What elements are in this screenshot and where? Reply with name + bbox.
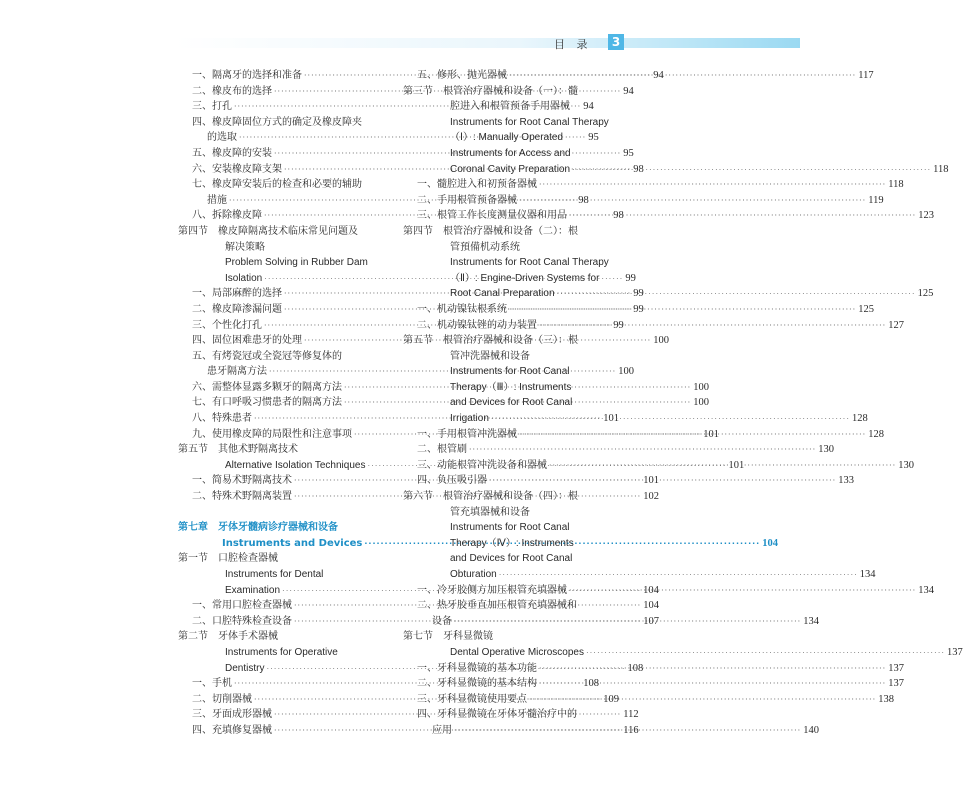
toc-entry-title: 四、牙科显微镜在牙体牙髓治疗中的: [417, 709, 577, 721]
toc-entry-title: 管預備机动系统: [450, 241, 520, 253]
toc-entry: [178, 177, 378, 193]
toc-entry-title: Problem Solving in Rubber Dam: [225, 257, 368, 269]
page-number-badge: 3: [608, 34, 624, 50]
toc-entry-title: 二、机动镍钛锉的动力装置: [417, 319, 537, 331]
toc-page-number: 134: [859, 569, 876, 580]
toc-page-number: 128: [868, 428, 884, 440]
toc-entry-title: and Devices for Root Canal: [450, 553, 573, 565]
toc-entry: [403, 177, 904, 193]
toc-entry: [403, 707, 600, 723]
toc-page-number: 104: [643, 600, 659, 612]
toc-page-number: 116: [623, 724, 639, 736]
dot-leader: [507, 302, 858, 318]
toc-entry-title: 一、手机: [192, 678, 232, 690]
toc-page-number: 99: [633, 303, 644, 315]
dot-leader: [507, 68, 858, 84]
toc-entry: [403, 271, 600, 287]
toc-entry-title: 四、固位困难患牙的处理: [192, 335, 302, 347]
toc-entry-title: Instruments for Root Canal Therapy: [450, 257, 609, 269]
toc-entry: [403, 536, 600, 552]
toc-entry: [403, 520, 600, 536]
toc-entry-title: 二、切削器械: [192, 693, 252, 705]
toc-entry: [403, 645, 963, 661]
toc-page-number: 118: [888, 179, 904, 191]
toc-entry-title: 三、牙科显微镜使用要点: [417, 693, 527, 705]
dot-leader: [527, 692, 878, 708]
toc-entry: [178, 255, 378, 271]
toc-entry: [178, 551, 378, 567]
toc-page-number: 100: [618, 366, 634, 378]
toc-entry-title: Therapy（Ⅲ）: Instruments: [450, 381, 572, 393]
toc-entry-title: 二、手用根管预备器械: [417, 194, 517, 206]
toc-page-number: 130: [818, 444, 834, 456]
toc-entry-title: Instruments for Root Canal: [450, 522, 570, 534]
toc-page-number: 134: [918, 584, 934, 596]
toc-page-number: 125: [917, 288, 934, 300]
toc-entry-title: 三、牙面成形器械: [192, 709, 272, 721]
toc-entry-title: Instruments for Root Canal Therapy: [450, 116, 609, 128]
toc-entry-title: 三、打孔: [192, 101, 232, 113]
toc-entry-title: 七、有口呼吸习惯患者的隔离方法: [192, 397, 342, 409]
toc-entry: [403, 84, 600, 100]
toc-page-number: 118: [933, 163, 949, 175]
toc-entry: [178, 629, 378, 645]
toc-entry-title: 三、根管工作长度测量仪器和用品: [417, 210, 567, 222]
toc-entry-title: Examination: [225, 584, 281, 596]
toc-entry-title: 一、常用口腔检查器械: [192, 600, 292, 612]
toc-entry-title: 二、热牙胶垂直加压根管充填器械和: [417, 600, 577, 612]
toc-entry: [178, 614, 659, 630]
toc-entry-title: （Ⅱ）: Engine-Driven Systems for: [450, 272, 600, 284]
dot-leader: [487, 473, 838, 489]
toc-entry: [403, 380, 600, 396]
toc-entry: [178, 520, 378, 536]
toc-entry-title: Dental Operative Microscopes: [450, 646, 584, 658]
toc-entry: [178, 505, 378, 521]
toc-page-number: 98: [633, 163, 644, 175]
toc-entry-title: Alternative Isolation Techniques: [225, 459, 366, 471]
toc-entry-title: 二、口腔特殊检查设备: [192, 615, 292, 627]
toc-entry: [403, 224, 600, 240]
toc-entry-title: 第四节 根管治疗器械和设备（二）：根: [403, 225, 578, 237]
toc-entry: [403, 505, 600, 521]
toc-page-number: 133: [838, 475, 854, 487]
toc-entry-title: 第五节 其他术野隔离技术: [178, 444, 298, 456]
toc-entry-title: 设备: [432, 615, 452, 627]
toc-page-number: 98: [578, 194, 589, 206]
toc-entry-title: 七、橡皮障安装后的检查和必要的辅助: [192, 179, 362, 191]
toc-page-number: 98: [613, 210, 624, 222]
toc-entry-title: 九、使用橡皮障的局限性和注意事项: [192, 428, 352, 440]
toc-entry: [403, 442, 834, 458]
toc-entry-title: 第七章 牙体牙髓病诊疗器械和设备: [178, 522, 338, 534]
dot-leader: [584, 645, 947, 661]
toc-entry: [178, 442, 378, 458]
dot-leader: [567, 583, 918, 599]
toc-entry-title: 四、充填修复器械: [192, 724, 272, 736]
toc-page-number: 109: [603, 693, 619, 705]
toc-entry: [403, 146, 600, 162]
toc-page-number: 100: [693, 381, 709, 393]
toc-entry-title: （Ⅰ）: Manually Operated: [450, 132, 563, 144]
toc-entry: [178, 115, 378, 131]
toc-entry-title: 的选取: [207, 132, 237, 144]
toc-page-number: 101: [603, 413, 619, 425]
toc-entry-title: 一、牙科显微镜的基本功能: [417, 662, 537, 674]
toc-entry-title: 二、特殊术野隔离装置: [192, 491, 292, 503]
toc-entry: [403, 567, 876, 583]
page-header: [0, 0, 800, 60]
toc-page-number: 101: [728, 459, 745, 471]
toc-page-number: 138: [878, 693, 894, 705]
toc-entry-title: 八、拆除橡皮障: [192, 210, 262, 222]
toc-entry-title: 五、橡皮障的安装: [192, 147, 272, 159]
toc-page-number: 99: [633, 288, 644, 300]
toc-entry-title: Root Canal Preparation: [450, 288, 555, 300]
toc-entry-title: 一、局部麻醉的选择: [192, 288, 282, 300]
toc-page-number: 117: [858, 70, 874, 81]
dot-leader: [567, 208, 918, 224]
dot-leader: [497, 567, 860, 583]
toc-entry-title: Dentistry: [225, 662, 265, 674]
toc-entry-title: 二、根管刷: [417, 444, 467, 456]
toc-entry: [403, 193, 884, 209]
toc-entry-title: 三、动能根管冲洗设备和器械: [417, 459, 547, 471]
toc-entry-title: 六、安装橡皮障支架: [192, 163, 282, 175]
toc-page-number: 101: [643, 475, 659, 487]
toc-entry: [403, 364, 600, 380]
toc-page-number: 100: [693, 397, 709, 409]
dot-leader: [489, 411, 852, 427]
dot-leader: [537, 318, 888, 334]
dot-leader: [517, 427, 868, 443]
toc-page-number: 95: [623, 147, 634, 159]
toc-page-number: 123: [918, 210, 934, 222]
toc-page-number: 102: [643, 491, 659, 503]
toc-entry-title: 应用: [432, 724, 452, 736]
toc-page-number: 99: [613, 319, 624, 331]
toc-entry-title: 六、需整体显露多颗牙的隔离方法: [192, 381, 342, 393]
toc-entry: [403, 115, 609, 131]
toc-page-number: 101: [703, 428, 719, 440]
toc-entry-title: 措施: [207, 194, 227, 206]
toc-entry-title: 四、橡皮障固位方式的确定及橡皮障夹: [192, 116, 362, 128]
toc-entry: [403, 240, 600, 256]
toc-entry-title: 第六节 根管治疗器械和设备（四）：根: [403, 491, 578, 503]
toc-page-number: 104: [762, 537, 778, 549]
toc-entry-title: 解决策略: [225, 241, 265, 253]
toc-entry: [403, 349, 600, 365]
toc-entry-title: and Devices for Root Canal: [450, 397, 573, 409]
toc-entry: [178, 224, 378, 240]
toc-page-number: 128: [851, 413, 868, 425]
toc-page-number: 140: [803, 724, 819, 736]
toc-page-number: 100: [653, 335, 669, 347]
dot-leader: [547, 458, 898, 474]
toc-entry: [403, 551, 600, 567]
toc-entry: [403, 255, 609, 271]
dot-leader: [537, 661, 888, 677]
header-gradient-bar: [175, 38, 800, 48]
toc-entry: [403, 395, 600, 411]
toc-entry-title: 第五节 根管治疗器械和设备（三）：根: [403, 335, 578, 347]
toc-entry-title: Isolation: [225, 272, 263, 284]
dot-leader: [452, 614, 803, 630]
toc-entry-title: 二、橡皮布的选择: [192, 85, 272, 97]
toc-entry-title: 五、有烤瓷冠或全瓷冠等修复体的: [192, 350, 342, 362]
toc-page-number: 119: [868, 194, 884, 206]
toc-entry-title: Instruments for Root Canal: [450, 366, 570, 378]
toc-entry: [178, 645, 378, 661]
toc-entry-title: 第二节 牙体手术器械: [178, 631, 278, 643]
toc-entry-title: 第一节 口腔检查器械: [178, 553, 278, 565]
dot-leader: [452, 723, 803, 739]
toc-entry: [403, 130, 600, 146]
toc-page-number: 137: [888, 662, 904, 674]
toc-page-number: 99: [625, 272, 636, 284]
toc-entry-title: 二、橡皮障渗漏问题: [192, 303, 282, 315]
toc-entry-title: Instruments and Devices: [222, 537, 363, 549]
dot-leader: [537, 177, 888, 193]
toc-page-number: 112: [623, 709, 639, 721]
toc-entry-title: 一、冷牙胶侧方加压根管充填器械: [417, 584, 567, 596]
toc-page-number: 94: [583, 101, 594, 113]
toc-page-number: 95: [588, 132, 599, 144]
toc-entry-title: 患牙隔离方法: [207, 366, 267, 378]
toc-entry-title: 腔进入和根管预备手用器械: [450, 101, 570, 113]
toc-entry-title: Therapy（Ⅳ）: Instruments: [450, 537, 574, 549]
toc-entry: [178, 349, 378, 365]
toc-entry-title: Obturation: [450, 569, 497, 580]
toc-entry-title: 第三节 根管治疗器械和设备（一）：髓: [403, 85, 578, 97]
toc-entry-title: 管充填器械和设备: [450, 506, 530, 518]
toc-entry: [403, 489, 600, 505]
toc-entry: [403, 629, 600, 645]
toc-entry-title: 四、负压吸引器: [417, 475, 487, 487]
toc-page-number: 137: [888, 678, 904, 690]
dot-leader: [570, 162, 933, 178]
toc-entry-title: Instruments for Access and: [450, 147, 571, 159]
toc-entry-title: Coronal Cavity Preparation: [450, 163, 571, 175]
toc-entry-title: 一、手用根管冲洗器械: [417, 428, 517, 440]
toc-entry-title: 第七节 牙科显微镜: [403, 631, 493, 643]
toc-entry-title: 第四节 橡皮障隔离技术临床常见问题及: [178, 225, 358, 237]
toc-entry-title: 一、隔离牙的选择和准备: [192, 70, 302, 81]
toc-page-number: 108: [583, 678, 599, 690]
toc-page-number: 137: [947, 646, 963, 658]
toc-entry-title: 三、个性化打孔: [192, 319, 262, 331]
header-title: 目 录: [554, 38, 592, 51]
toc-entry-title: 五、修形、抛光器械: [417, 70, 507, 81]
toc-entry-title: 一、简易术野隔离技术: [192, 475, 292, 487]
dot-leader: [467, 442, 818, 458]
toc-entry-title: Irrigation: [450, 413, 489, 425]
dot-leader: [555, 286, 918, 302]
dot-leader: [517, 193, 868, 209]
toc-page-number: 94: [653, 70, 664, 81]
toc-entry: [178, 240, 378, 256]
toc-entry: [178, 567, 378, 583]
dot-leader: [537, 676, 888, 692]
toc-entry-title: Instruments for Operative: [225, 646, 338, 658]
toc-entry-title: 一、机动镍钛根系统: [417, 303, 507, 315]
toc-page-number: 130: [898, 459, 914, 471]
toc-entry: [403, 676, 904, 692]
toc-entry-title: Instruments for Dental: [225, 569, 324, 580]
toc-entry: [403, 333, 600, 349]
toc-page-number: 127: [888, 319, 904, 331]
toc-page-number: 125: [858, 303, 874, 315]
toc-entry-title: 管冲洗器械和设备: [450, 350, 530, 362]
toc-entry: [403, 598, 600, 614]
toc-entry-title: 二、牙科显微镜的基本结构: [417, 678, 537, 690]
toc-page-number: 134: [803, 615, 819, 627]
toc-page-number: 108: [627, 662, 644, 674]
toc-entry-title: 八、特殊患者: [192, 413, 252, 425]
toc-page-number: 104: [643, 584, 659, 596]
toc-entry-title: 一、髓腔进入和初预备器械: [417, 179, 537, 191]
toc-page-number: 107: [643, 615, 659, 627]
toc-entry: [403, 99, 600, 115]
toc-page-number: 94: [623, 85, 634, 97]
